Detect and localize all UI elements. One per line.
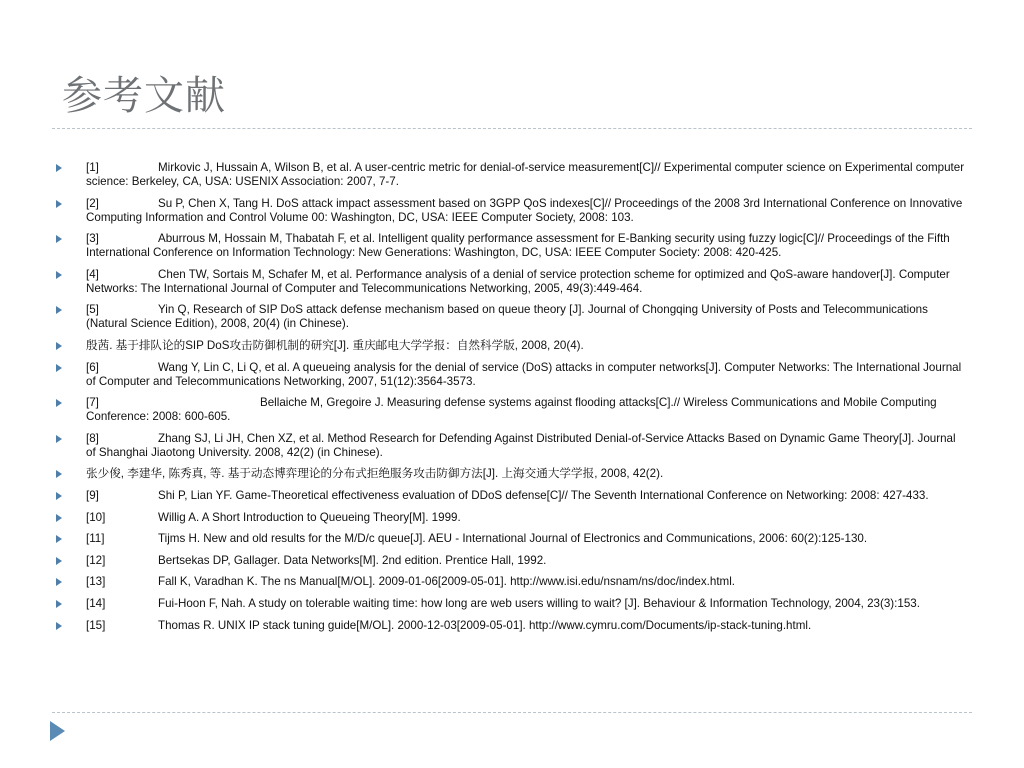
reference-text: Wang Y, Lin C, Li Q, et al. A queueing analysis for the denial of service (DoS) attacks in computer networks[J]. Computer Networks: The International Journal of Computer and Telecommunications Networking, 2007, 51(12):3564-3573. [86,360,962,388]
triangle-bullet-icon [56,514,62,522]
triangle-bullet-icon [56,235,62,243]
reference-number: [6] [86,360,99,374]
reference-number: [11] [86,532,105,546]
reference-item [54,232,966,260]
reference-item [54,554,966,568]
reference-number: [13] [86,575,106,589]
slide-title: 参考文献 [62,73,226,119]
triangle-bullet-icon [56,470,62,478]
reference-item [54,489,966,503]
reference-text: 张少俊, 李建华, 陈秀真, 等. 基于动态博弈理论的分布式拒绝服务攻击防御方法[J]. 上海交通大学学报, 2008, 42(2). [86,467,664,481]
triangle-bullet-icon [56,306,62,314]
triangle-bullet-icon [56,271,62,279]
reference-item [54,575,966,589]
reference-text: Thomas R. UNIX IP stack tuning guide[M/OL]. 2000-12-03[2009-05-01]. http://www.cymru.com/Documents/ip-stack-tuning.html. [158,618,812,632]
triangle-bullet-icon [56,492,62,500]
reference-number: [8] [86,431,99,445]
reference-text: Fui-Hoon F, Nah. A study on tolerable waiting time: how long are web users willing to wait? [J]. Behaviour & Information Technology, 2004, 23(3):153. [158,596,920,610]
reference-text: Zhang SJ, Li JH, Chen XZ, et al. Method Research for Defending Against Distributed Denial-of-Service Attacks Based on Dynamic Game Theory[J]. Journal of Shanghai Jiaotong University. 2008, 42(2) (in Chinese). [86,431,956,459]
triangle-bullet-icon [56,622,62,630]
title-divider [52,128,972,129]
reference-text: Willig A. A Short Introduction to Queueing Theory[M]. 1999. [158,510,461,524]
reference-item [54,432,966,460]
reference-item [54,339,966,353]
reference-item [54,511,966,525]
reference-text: Yin Q, Research of SIP DoS attack defense mechanism based on queue theory [J]. Journal of Chongqing University of Posts and Telecommunications (Natural Science Edition), 2008, 20(4) (in Chinese). [86,303,928,331]
reference-text: Bellaiche M, Gregoire J. Measuring defense systems against flooding attacks[C].// Wireless Communications and Mobile Computing Conference: 2008: 600-605. [86,396,937,424]
reference-item [54,197,966,225]
triangle-bullet-icon [56,578,62,586]
reference-number: [3] [86,232,99,246]
reference-number: [10] [86,510,106,524]
reference-text: Fall K, Varadhan K. The ns Manual[M/OL]. 2009-01-06[2009-05-01]. http://www.isi.edu/nsnam/ns/doc/index.html. [158,575,735,589]
reference-number: [7] [86,396,99,410]
reference-text: Mirkovic J, Hussain A, Wilson B, et al. A user-centric metric for denial-of-service measurement[C]// Experimental computer science on Experimental computer science: Berkeley, CA, USA: USENIX Association: 2007, 7-7. [86,161,965,188]
triangle-bullet-icon [56,399,62,407]
reference-text: Chen TW, Sortais M, Schafer M, et al. Performance analysis of a denial of service protection scheme for optimized and QoS-aware handover[J]. Computer Networks: The International Journal of Computer and Telecommunications Networking, 2005, 49(3):449-464. [86,267,950,295]
next-slide-arrow-icon[interactable] [50,721,65,741]
triangle-bullet-icon [56,200,62,208]
reference-item [54,361,966,389]
triangle-bullet-icon [56,364,62,372]
reference-item [54,532,966,546]
reference-number: [2] [86,196,99,210]
reference-number: [5] [86,303,99,317]
reference-item [54,303,966,331]
triangle-bullet-icon [56,557,62,565]
reference-number: [4] [86,267,99,281]
reference-item [54,161,966,189]
reference-item [54,467,966,481]
reference-number: [9] [86,488,99,502]
triangle-bullet-icon [56,342,62,350]
reference-item [54,597,966,611]
reference-item [54,396,966,424]
reference-number: [14] [86,596,106,610]
reference-text: Shi P, Lian YF. Game-Theoretical effectiveness evaluation of DDoS defense[C]// The Seventh International Conference on Networking: 2008: 427-433. [158,488,929,502]
triangle-bullet-icon [56,600,62,608]
reference-number: [15] [86,618,106,632]
reference-item [54,619,966,633]
footer-divider [52,712,972,713]
reference-item [54,268,966,296]
triangle-bullet-icon [56,164,62,172]
reference-text: Su P, Chen X, Tang H. DoS attack impact assessment based on 3GPP QoS indexes[C]// Proceedings of the 2008 3rd International Conference on Innovative Computing Information and Control Volume 00: Washington, DC, USA: IEEE Computer Society, 2008: 103. [86,196,963,224]
reference-text: Bertsekas DP, Gallager. Data Networks[M]. 2nd edition. Prentice Hall, 1992. [158,553,547,567]
reference-number: [12] [86,553,106,567]
reference-list [54,161,966,640]
reference-text: 殷茜. 基于排队论的SIP DoS攻击防御机制的研究[J]. 重庆邮电大学学报：自然科学版, 2008, 20(4). [86,338,584,352]
reference-text: Aburrous M, Hossain M, Thabatah F, et al. Intelligent quality performance assessment for E-Banking security using fuzzy logic[C]// Proceedings of the Fifth International Conference on Information Technology: New Generations: Washington, DC, USA: IEEE Computer Society: 2008: 420-425. [86,232,950,260]
reference-number: [1] [86,161,99,174]
triangle-bullet-icon [56,535,62,543]
reference-text: Tijms H. New and old results for the M/D/c queue[J]. AEU - International Journal of Electronics and Communications, 2006: 60(2):125-130. [158,532,868,546]
triangle-bullet-icon [56,435,62,443]
